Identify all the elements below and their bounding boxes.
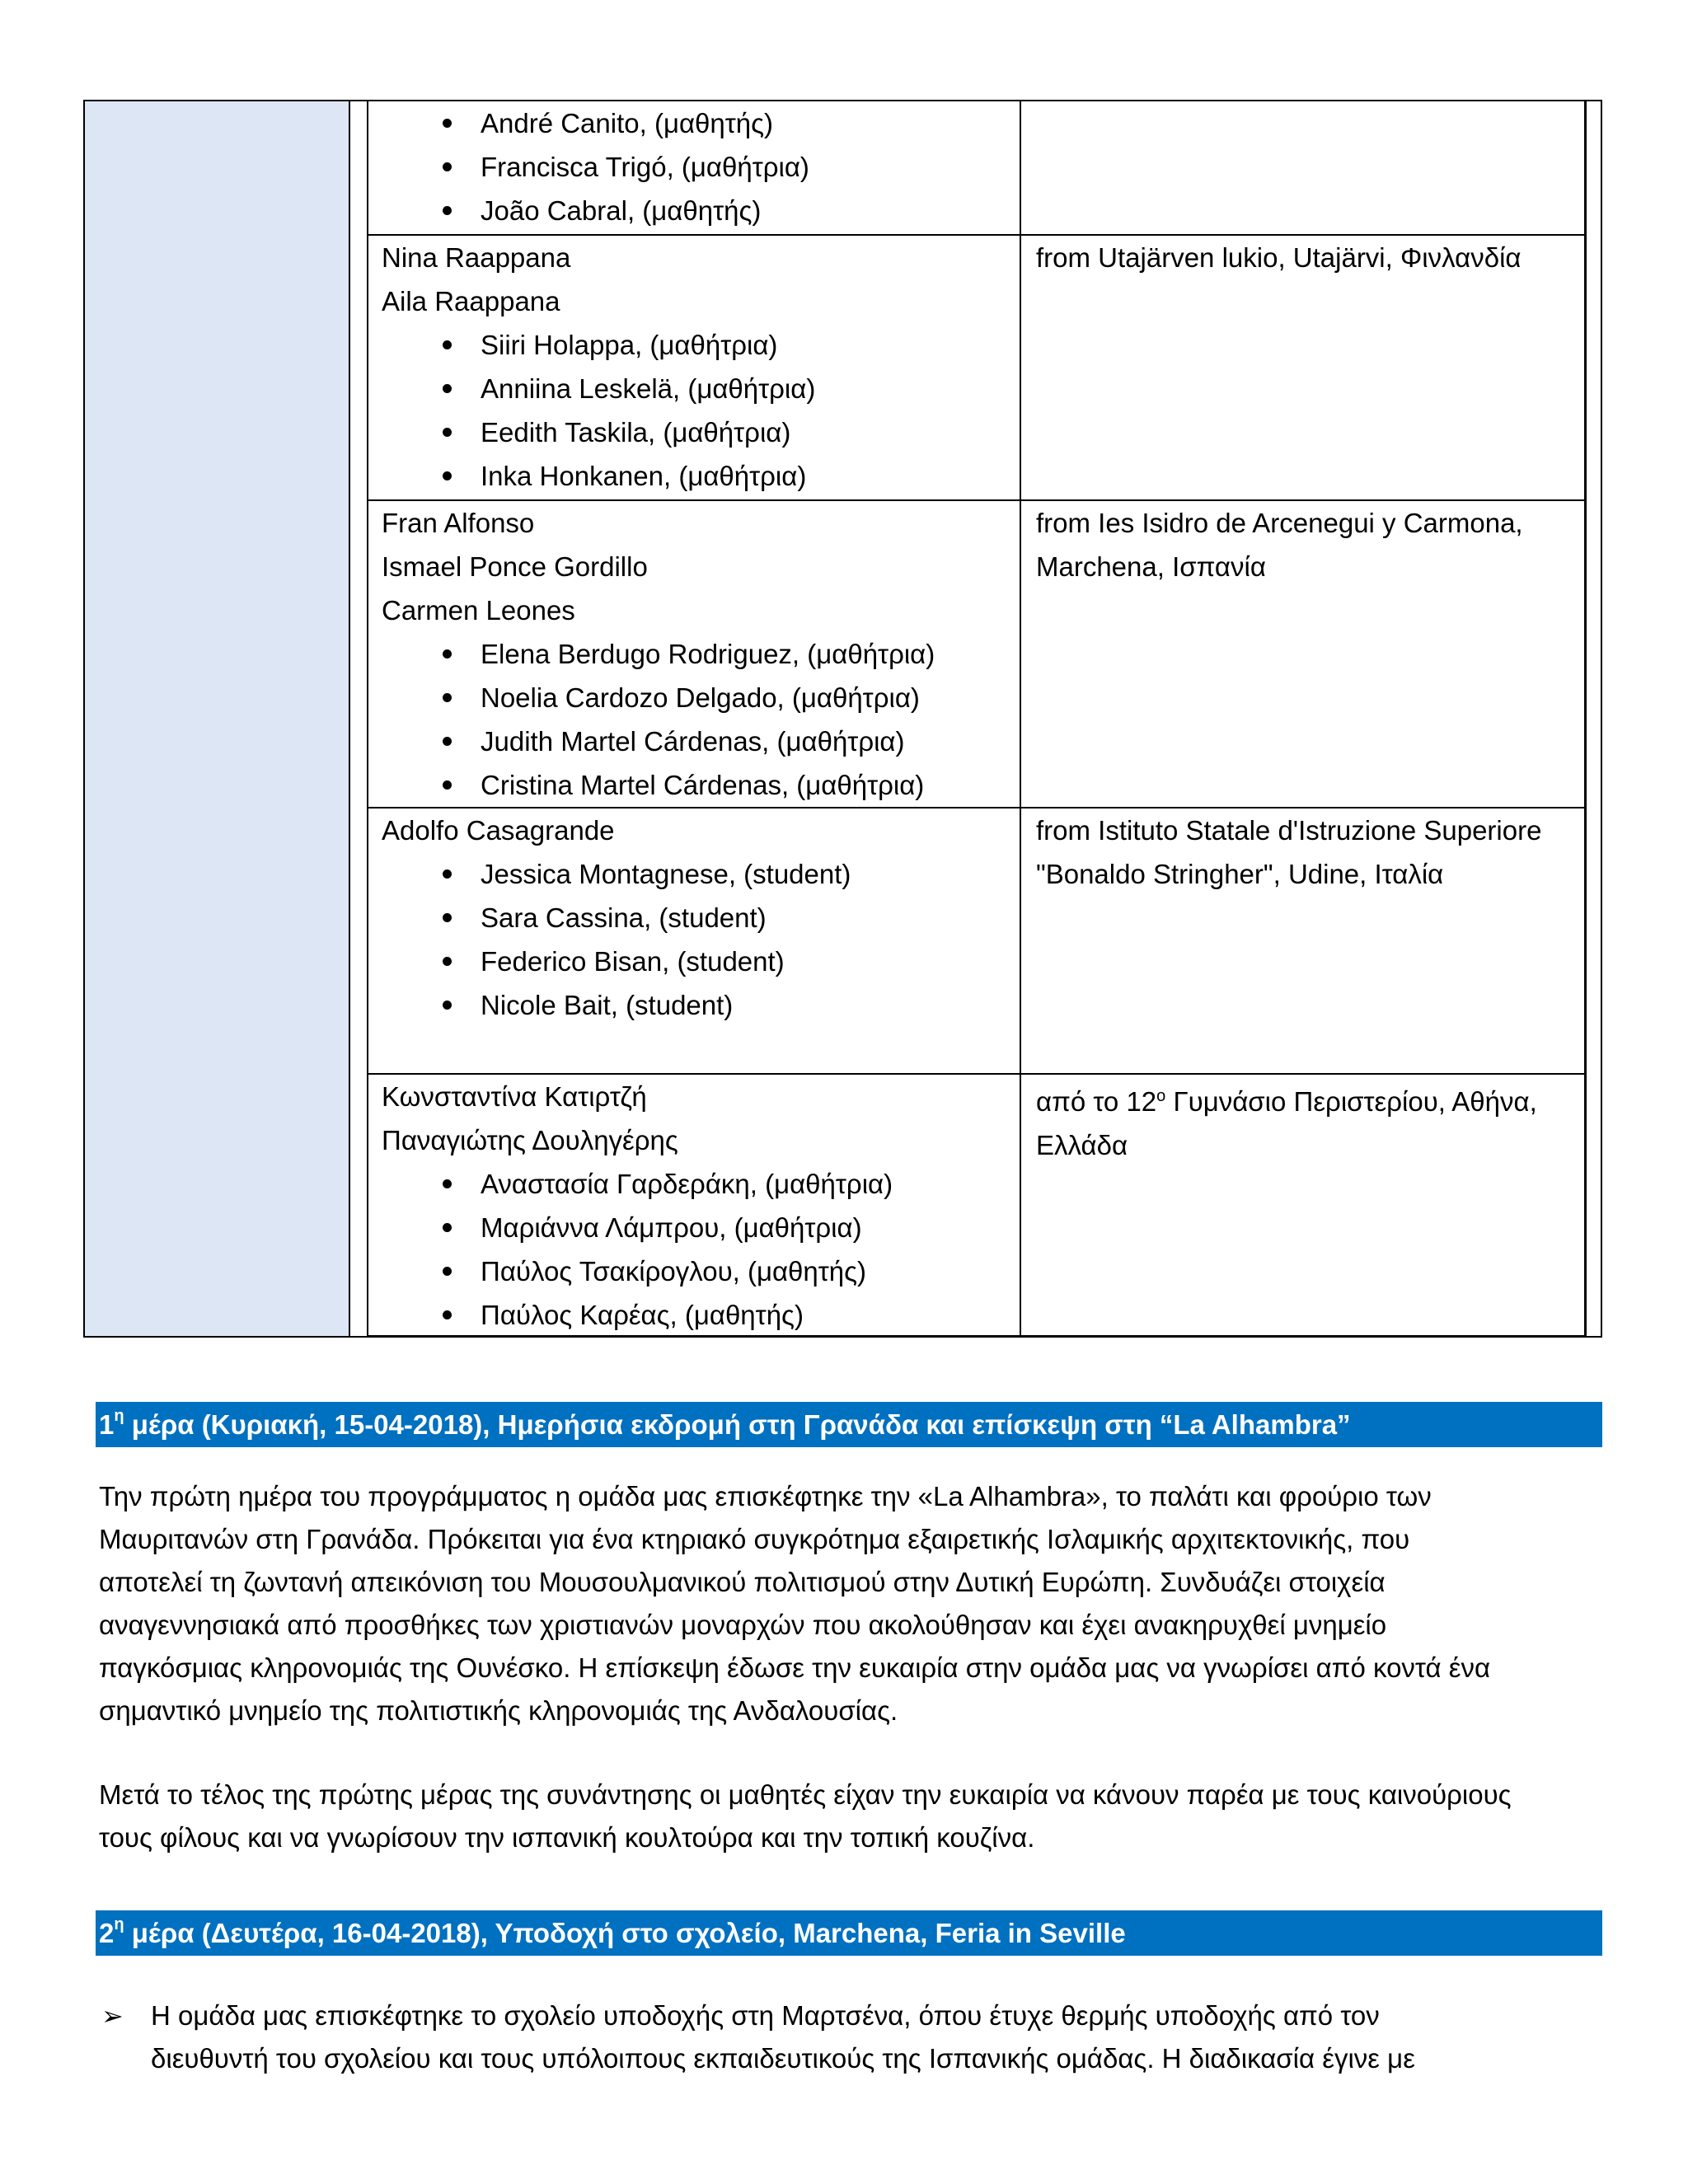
student-item: João Cabral, (μαθητής) <box>382 189 1020 232</box>
student-item: Cristina Martel Cárdenas, (μαθήτρια) <box>382 763 1020 807</box>
arrow-bullet-icon: ➢ <box>101 2001 124 2031</box>
table-shaded-column <box>85 101 350 1336</box>
school-cell <box>1021 101 1582 234</box>
student-item: Francisca Trigó, (μαθήτρια) <box>382 145 1020 189</box>
student-item: Μαριάννα Λάμπρου, (μαθήτρια) <box>382 1206 1020 1249</box>
text-line: αποτελεί τη ζωντανή απεικόνιση του Μουσουλμανικού πολιτισμού στην Δυτική Ευρώπη. Συνδυάζει στοιχεία <box>99 1567 1386 1597</box>
participants-cell <box>368 236 1021 499</box>
student-item: Inka Honkanen, (μαθήτρια) <box>382 454 1020 498</box>
teacher-name: Fran Alfonso <box>382 508 535 538</box>
school-name: Marchena, Ισπανία <box>1036 551 1266 582</box>
day1-paragraph-2 <box>99 1774 1607 1859</box>
student-item: Παύλος Καρέας, (μαθητής) <box>382 1293 1020 1337</box>
teacher-name: Κωνσταντίνα Κατιρτζή <box>382 1081 647 1112</box>
day2-bullet-item <box>101 1994 1601 2080</box>
text-line: παγκόσμιας κληρονομιάς της Ουνέσκο. Η επίσκεψη έδωσε την ευκαιρία στην ομάδα μας να γνωρίσει από κοντά ένα <box>99 1652 1491 1683</box>
participants-table <box>83 100 1602 1338</box>
school-cell <box>1021 236 1582 499</box>
teacher-name: Adolfo Casagrande <box>382 815 615 846</box>
table-row <box>368 808 1584 1075</box>
teacher-name: Aila Raappana <box>382 286 560 316</box>
school-cell <box>1021 808 1582 1073</box>
school-name: from Utajärven lukio, Utajärvi, Φινλανδία <box>1036 242 1522 273</box>
student-item: Eedith Taskila, (μαθήτρια) <box>382 410 1020 454</box>
table-inner <box>367 101 1587 1336</box>
teacher-name: Ismael Ponce Gordillo <box>382 551 648 582</box>
day2-heading: $2^\eta$ μέρα (Δευτέρα, 16-04-2018), Υποδοχή στο σχολείο, Marchena, Feria in Seville <box>96 1910 1602 1956</box>
student-item: André Canito, (μαθητής) <box>382 101 1020 145</box>
student-item: Αναστασία Γαρδεράκη, (μαθήτρια) <box>382 1162 1020 1206</box>
student-item: Elena Berdugo Rodriguez, (μαθήτρια) <box>382 632 1020 676</box>
student-item: Παύλος Τσακίρογλου, (μαθητής) <box>382 1249 1020 1293</box>
participants-cell <box>368 1075 1021 1335</box>
text-line: σημαντικό μνημείο της πολιτιστικής κληρονομιάς της Ανδαλουσίας. <box>99 1695 898 1726</box>
school-name: "Bonaldo Stringher", Udine, Ιταλία <box>1036 859 1444 889</box>
school-name: Ελλάδα <box>1036 1130 1128 1160</box>
student-item: Siiri Holappa, (μαθήτρια) <box>382 323 1020 367</box>
student-item: Anniina Leskelä, (μαθήτρια) <box>382 367 1020 410</box>
table-row <box>368 236 1584 501</box>
text-line: Την πρώτη ημέρα του προγράμματος η ομάδα μας επισκέφτηκε την «La Alhambra», το παλάτι και φρούριο των <box>99 1481 1432 1511</box>
table-row <box>368 1075 1584 1338</box>
participants-cell <box>368 501 1021 807</box>
table-row <box>368 101 1584 236</box>
school-cell <box>1021 1075 1582 1335</box>
teacher-name: Nina Raappana <box>382 242 571 273</box>
text-line: Μετά το τέλος της πρώτης μέρας της συνάντησης οι μαθητές είχαν την ευκαιρία να κάνουν παρέα με τους καινούριους <box>99 1779 1512 1810</box>
teacher-name: Παναγιώτης Δουληγέρης <box>382 1125 678 1155</box>
table-row <box>368 501 1584 808</box>
text-line: Η ομάδα μας επισκέφτηκε το σχολείο υποδοχής στη Μαρτσένα, όπου έτυχε θερμής υποδοχής από τον <box>151 2000 1380 2031</box>
student-item: Federico Bisan, (student) <box>382 940 1020 983</box>
teacher-name: Carmen Leones <box>382 595 575 626</box>
participants-cell <box>368 101 1021 234</box>
school-cell <box>1021 501 1582 807</box>
text-line: Μαυριτανών στη Γρανάδα. Πρόκειται για ένα κτηριακό συγκρότημα εξαιρετικής Ισλαμικής αρχιτεκτονικής, που <box>99 1524 1410 1554</box>
school-name: από το $12^o$ Γυμνάσιο Περιστερίου, Αθήνα, <box>1036 1086 1537 1117</box>
student-item: Noelia Cardozo Delgado, (μαθήτρια) <box>382 676 1020 719</box>
text-line: αναγεννησιακά από προσθήκες των χριστιανών μοναρχών που ακολούθησαν και έχει ανακηρυχθεί μνημείο <box>99 1610 1387 1640</box>
school-name: from Ies Isidro de Arcenegui y Carmona, <box>1036 508 1523 538</box>
text-line: τους φίλους και να γνωρίσουν την ισπανική κουλτούρα και την τοπική κουζίνα. <box>99 1822 1035 1853</box>
student-item: Nicole Bait, (student) <box>382 983 1020 1027</box>
student-item: Sara Cassina, (student) <box>382 896 1020 940</box>
participants-cell <box>368 808 1021 1073</box>
text-line: διευθυντή του σχολείου και τους υπόλοιπους εκπαιδευτικούς της Ισπανικής ομάδας. Η διαδικασία έγινε με <box>151 2043 1415 2074</box>
school-name: from Istituto Statale d'Istruzione Superiore <box>1036 815 1542 846</box>
day1-heading: $1^\eta$ μέρα (Κυριακή, 15-04-2018), Ημερήσια εκδρομή στη Γρανάδα και επίσκεψη στη “La Alhambra” <box>96 1402 1602 1447</box>
student-item: Jessica Montagnese, (student) <box>382 852 1020 896</box>
day1-paragraph-1 <box>99 1475 1607 1732</box>
student-item: Judith Martel Cárdenas, (μαθήτρια) <box>382 719 1020 763</box>
